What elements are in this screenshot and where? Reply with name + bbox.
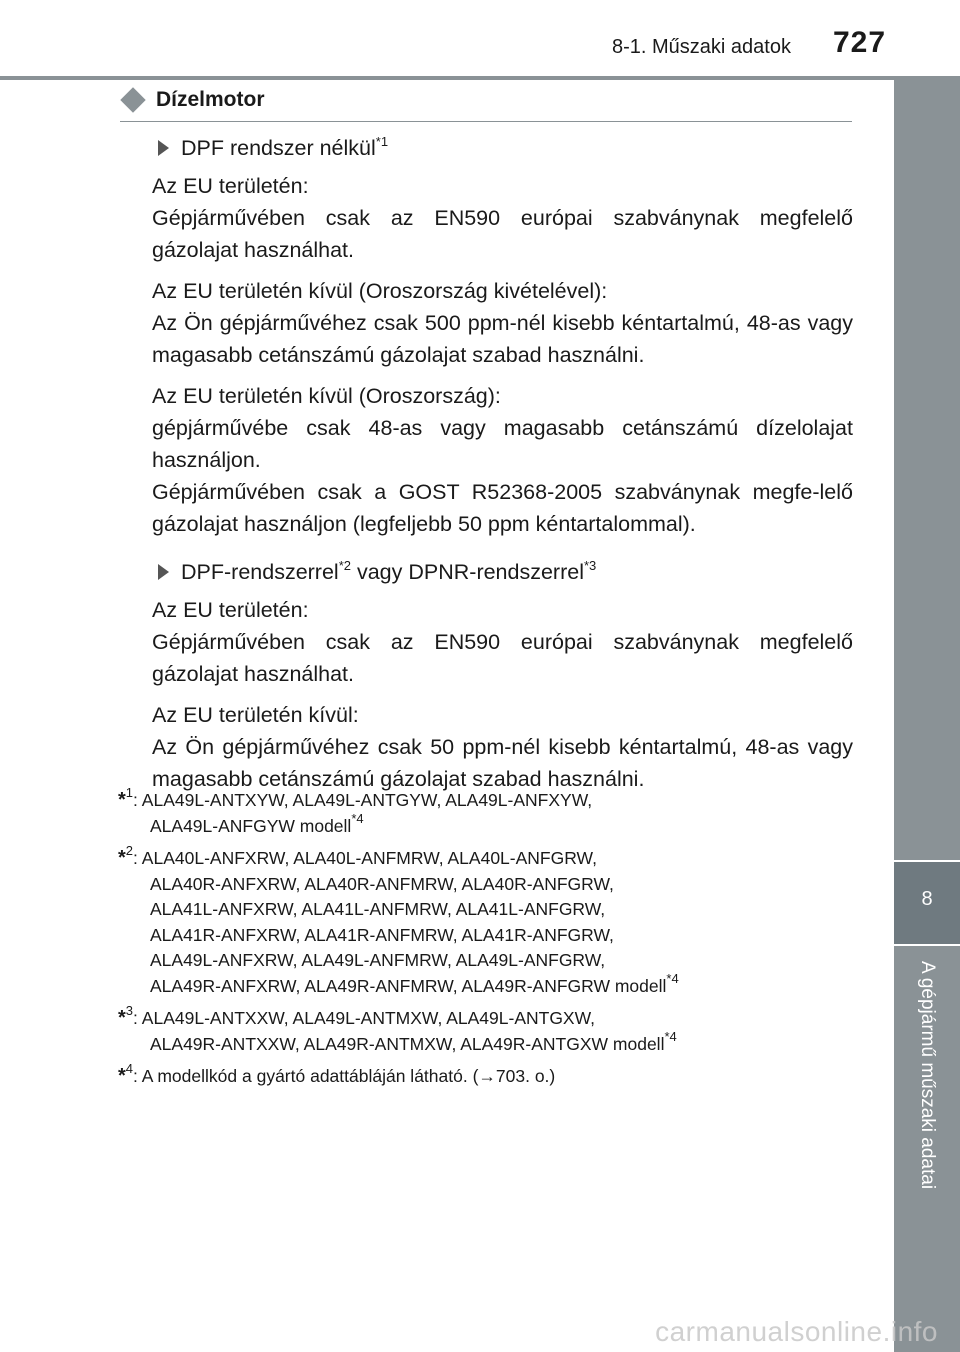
paragraph-eu [152, 170, 853, 266]
paragraph-label: Az EU területén kívül (Oroszország): [152, 384, 501, 408]
section-heading [120, 88, 265, 112]
paragraph-text: gépjárművébe csak 48-as vagy magasabb cetánszámú dízelolajat használjon. [152, 416, 853, 472]
paragraph-text: Gépjárművében csak a GOST R52368-2005 szabványnak megfe-lelő gázolajat használjon (legfeljebb 50 ppm kéntartalommal). [152, 480, 853, 536]
paragraph-text: Gépjárművében csak az EN590 európai szabványnak megfelelő gázolajat használhat. [152, 206, 853, 262]
triangle-bullet-icon [158, 564, 169, 580]
footnote-1: *$^1$: ALA49L-ANTXYW, ALA49L-ANTGYW, ALA49L-ANFXYW, ALA49L-ANFGYW modell$^{*4}$ [118, 785, 593, 836]
header-section-title: 8-1. Műszaki adatok [612, 36, 791, 58]
footnote-4: *$^4$: A modellkód a gyártó adattábláján látható. (→703. o.) [118, 1061, 556, 1087]
footnote-3: *$^3$: ALA49L-ANTXXW, ALA49L-ANTMXW, ALA49L-ANTGXW, ALA49R-ANTXXW, ALA49R-ANTMXW, ALA49R-ANTGXW modell$^{*4}$ [118, 1003, 677, 1054]
paragraph-label: Az EU területén kívül: [152, 703, 359, 727]
triangle-bullet-icon [158, 140, 169, 156]
footnote-ref[interactable]: *2 [338, 558, 351, 573]
footnote-ref[interactable]: *1 [375, 134, 389, 149]
paragraph-text: Gépjárművében csak az EN590 európai szabványnak megfelelő gázolajat használhat. [152, 630, 853, 686]
footnote-ref[interactable]: *3 [583, 558, 597, 573]
section-rule [120, 121, 852, 122]
footnotes [118, 785, 858, 1097]
paragraph-text: Az Ön gépjárművéhez csak 500 ppm-nél kisebb kéntartalmú, 48-as vagy magasabb cetánszámú gázolajat szabad használni. [152, 311, 853, 367]
paragraph-outside-eu [152, 699, 853, 795]
section-title: Dízelmotor [156, 88, 265, 111]
footnote-ref[interactable]: *4 [351, 810, 364, 826]
footnote-2: *$^2$: ALA40L-ANFXRW, ALA40L-ANFMRW, ALA40L-ANFGRW, ALA40R-ANFXRW, ALA40R-ANFMRW, ALA40R-ANFGRW, ALA41L-ANFXRW, ALA41L-ANFMRW, ALA41L-ANFGRW, ALA41R-ANFXRW, ALA41R-ANFMRW, ALA41R-ANFGRW, ALA49L-ANFXRW, ALA49L-ANFMRW, ALA49L-ANFGRW, ALA49R-ANFXRW, ALA49R-ANFMRW, ALA49R-ANFGRW modell$^{*4}$ [118, 843, 679, 996]
paragraph-label: Az EU területén kívül (Oroszország kivételével): [152, 279, 608, 303]
page-number: 727 [833, 26, 887, 59]
paragraph-russia [152, 380, 853, 540]
chapter-label: A gépjármű műszaki adatai [917, 960, 938, 1190]
diamond-bullet-icon [120, 87, 145, 112]
subheading-dpf [152, 556, 853, 588]
side-tab-upper [894, 80, 960, 860]
subheading-no-dpf [152, 132, 853, 164]
subheading-text: DPF-rendszerrel$^{*2}$ vagy DPNR-rendszerrel$^{*3}$ [181, 558, 597, 584]
subheading-text: DPF rendszer nélkül$^{*1}$ [181, 134, 389, 160]
footnote-ref[interactable]: *4 [664, 1028, 677, 1044]
main-content [152, 130, 853, 804]
paragraph-label: Az EU területén: [152, 598, 309, 622]
chapter-tab[interactable] [894, 862, 960, 944]
watermark-text: carmanualsonline.info [655, 1316, 938, 1347]
paragraph-label: Az EU területén: [152, 174, 309, 198]
header-rule [0, 76, 960, 80]
chapter-number: 8 [921, 888, 933, 910]
footnote-ref[interactable]: *4 [666, 970, 679, 986]
paragraph-eu [152, 594, 853, 690]
paragraph-text: Az Ön gépjárművéhez csak 50 ppm-nél kisebb kéntartalmú, 48-as vagy magasabb cetánszámú gázolajat szabad használni. [152, 735, 853, 791]
paragraph-outside-eu [152, 275, 853, 371]
watermark [0, 1310, 960, 1352]
